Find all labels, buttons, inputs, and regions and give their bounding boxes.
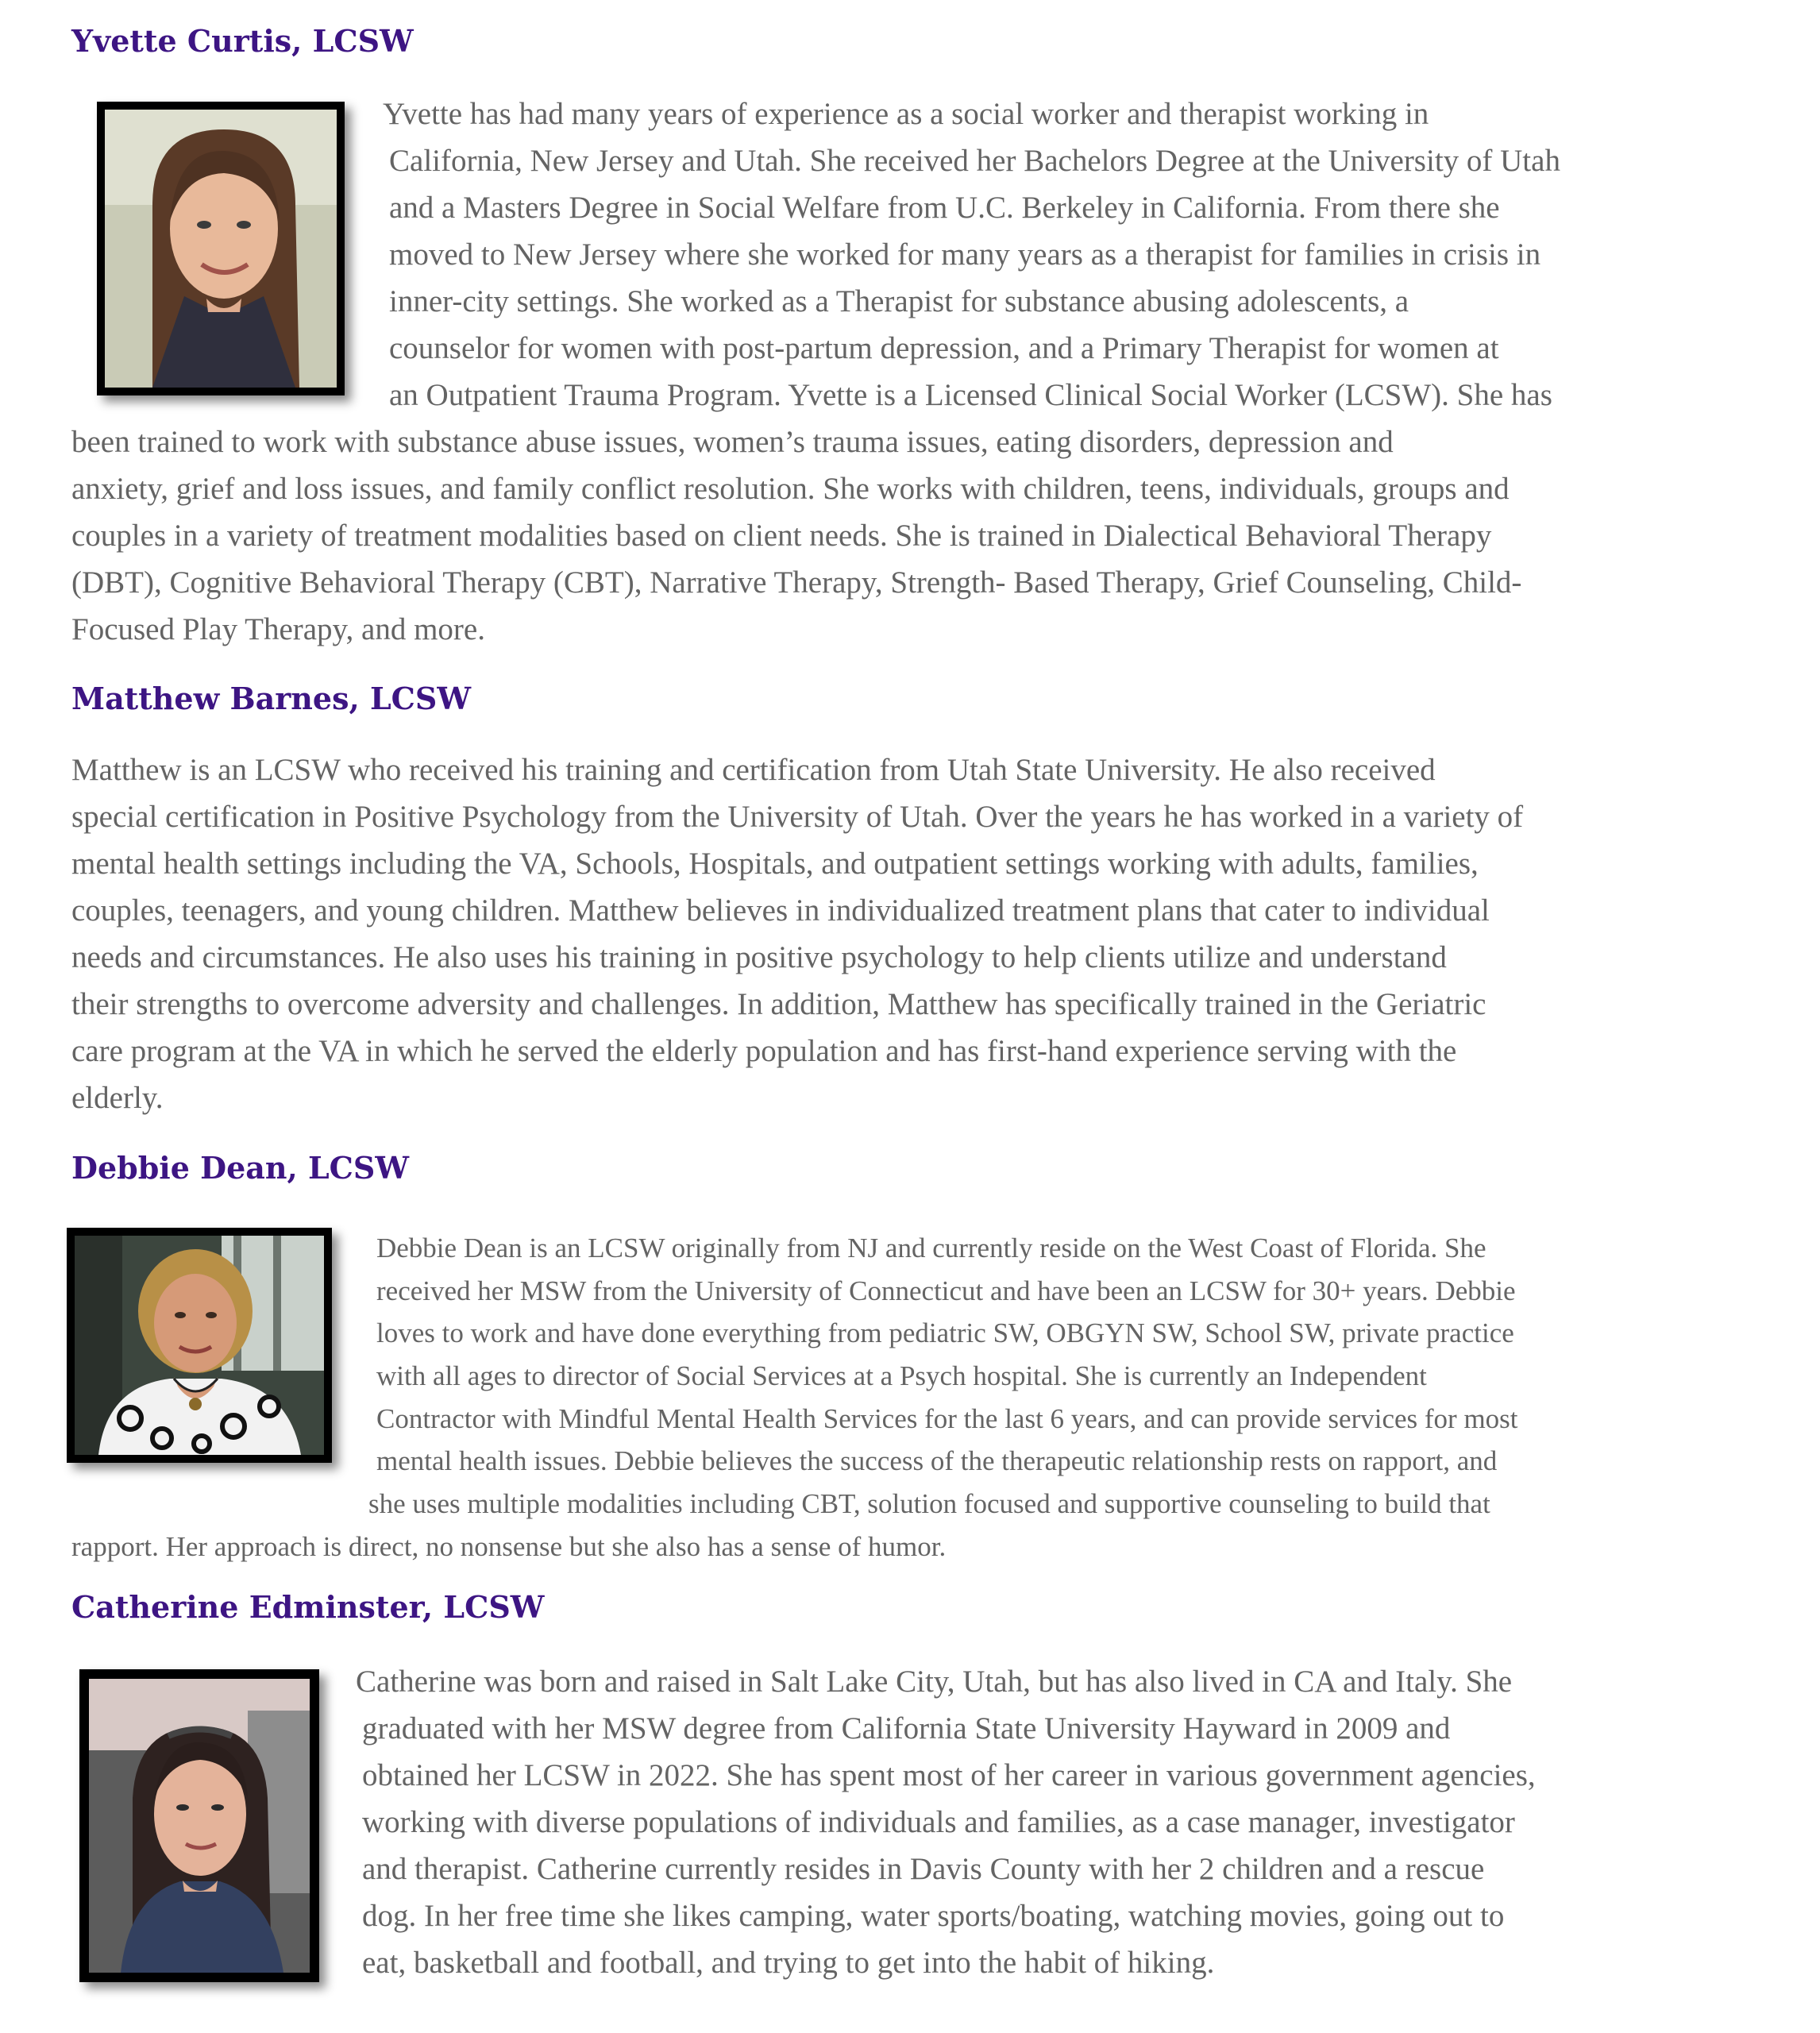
- bio-line: mental health settings including the VA, Schools, Hospitals, and outpatient settings working with adults, families,: [71, 847, 1479, 881]
- bio-line: an Outpatient Trauma Program. Yvette is a Licensed Clinical Social Worker (LCSW). She has: [389, 378, 1552, 412]
- bio-matthew-barnes: [71, 746, 1523, 1121]
- staff-name-catherine-edminster: Catherine Edminster, LCSW: [71, 1589, 545, 1625]
- bio-line: and therapist. Catherine currently resides in Davis County with her 2 children and a rescue: [362, 1852, 1485, 1886]
- bio-line: mental health issues. Debbie believes the success of the therapeutic relationship rests on rapport, and: [376, 1445, 1498, 1477]
- bio-line: Catherine was born and raised in Salt Lake City, Utah, but has also lived in CA and Italy. She: [356, 1665, 1513, 1699]
- bio-line: eat, basketball and football, and trying to get into the habit of hiking.: [362, 1946, 1215, 1980]
- staff-name-matthew-barnes: Matthew Barnes, LCSW: [71, 681, 472, 716]
- bio-line: Focused Play Therapy, and more.: [71, 612, 485, 646]
- bio-line: elderly.: [71, 1081, 164, 1115]
- bio-line: care program at the VA in which he served the elderly population and has first-hand experience serving with the: [71, 1034, 1457, 1068]
- bio-line: moved to New Jersey where she worked for many years as a therapist for families in crisis in: [389, 237, 1541, 272]
- bio-line: and a Masters Degree in Social Welfare from U.C. Berkeley in California. From there she: [389, 191, 1500, 225]
- bio-line: Matthew is an LCSW who received his training and certification from Utah State University. He also received: [71, 753, 1436, 787]
- bio-line: special certification in Positive Psychology from the University of Utah. Over the years he has worked in a variety of: [71, 800, 1524, 834]
- bio-line: Contractor with Mindful Mental Health Services for the last 6 years, and can provide services for most: [376, 1402, 1518, 1434]
- bio-line: Yvette has had many years of experience as a social worker and therapist working in: [383, 97, 1429, 131]
- bio-line: received her MSW from the University of Connecticut and have been an LCSW for 30+ years. Debbie: [376, 1275, 1516, 1306]
- bio-line: inner-city settings. She worked as a Therapist for substance abusing adolescents, a: [389, 284, 1409, 318]
- bio-line: rapport. Her approach is direct, no nonsense but she also has a sense of humor.: [71, 1530, 947, 1562]
- bio-line: working with diverse populations of individuals and families, as a case manager, investigator: [362, 1805, 1515, 1839]
- bio-line: dog. In her free time she likes camping, water sports/boating, watching movies, going out to: [362, 1899, 1505, 1933]
- bio-line: needs and circumstances. He also uses his training in positive psychology to help clients utilize and understand: [71, 940, 1447, 974]
- bio-yvette-curtis: [71, 91, 1560, 653]
- bio-line: anxiety, grief and loss issues, and family conflict resolution. She works with children, teens, individuals, groups and: [71, 472, 1510, 506]
- bio-line: couples, teenagers, and young children. Matthew believes in individualized treatment plans that cater to individual: [71, 893, 1490, 928]
- bio-line: graduated with her MSW degree from California State University Hayward in 2009 and: [362, 1711, 1451, 1746]
- bio-line: their strengths to overcome adversity and challenges. In addition, Matthew has specifically trained in the Geriatric: [71, 987, 1486, 1021]
- bio-line: couples in a variety of treatment modalities based on client needs. She is trained in Dialectical Behavioral Therapy: [71, 519, 1492, 553]
- bio-line: been trained to work with substance abuse issues, women’s trauma issues, eating disorders, depression and: [71, 425, 1394, 459]
- staff-name-yvette-curtis: Yvette Curtis, LCSW: [71, 23, 414, 59]
- bio-line: Debbie Dean is an LCSW originally from NJ and currently reside on the West Coast of Florida. She: [376, 1233, 1486, 1263]
- bio-line: (DBT), Cognitive Behavioral Therapy (CBT), Narrative Therapy, Strength- Based Therapy, Grief Counseling, Child-: [71, 565, 1522, 600]
- bio-line: she uses multiple modalities including CBT, solution focused and supportive counseling to build that: [368, 1488, 1490, 1520]
- bio-line: California, New Jersey and Utah. She received her Bachelors Degree at the University of Utah: [389, 144, 1560, 178]
- bio-line: loves to work and have done everything from pediatric SW, OBGYN SW, School SW, private practice: [376, 1317, 1514, 1349]
- bio-debbie-dean: [71, 1227, 1518, 1568]
- bio-catherine-edminster: [71, 1658, 1536, 1986]
- staff-name-debbie-dean: Debbie Dean, LCSW: [71, 1150, 410, 1186]
- bio-line: obtained her LCSW in 2022. She has spent most of her career in various government agencies,: [362, 1758, 1536, 1792]
- bio-line: with all ages to director of Social Services at a Psych hospital. She is currently an Independent: [376, 1360, 1427, 1392]
- bio-line: counselor for women with post-partum depression, and a Primary Therapist for women at: [389, 331, 1499, 365]
